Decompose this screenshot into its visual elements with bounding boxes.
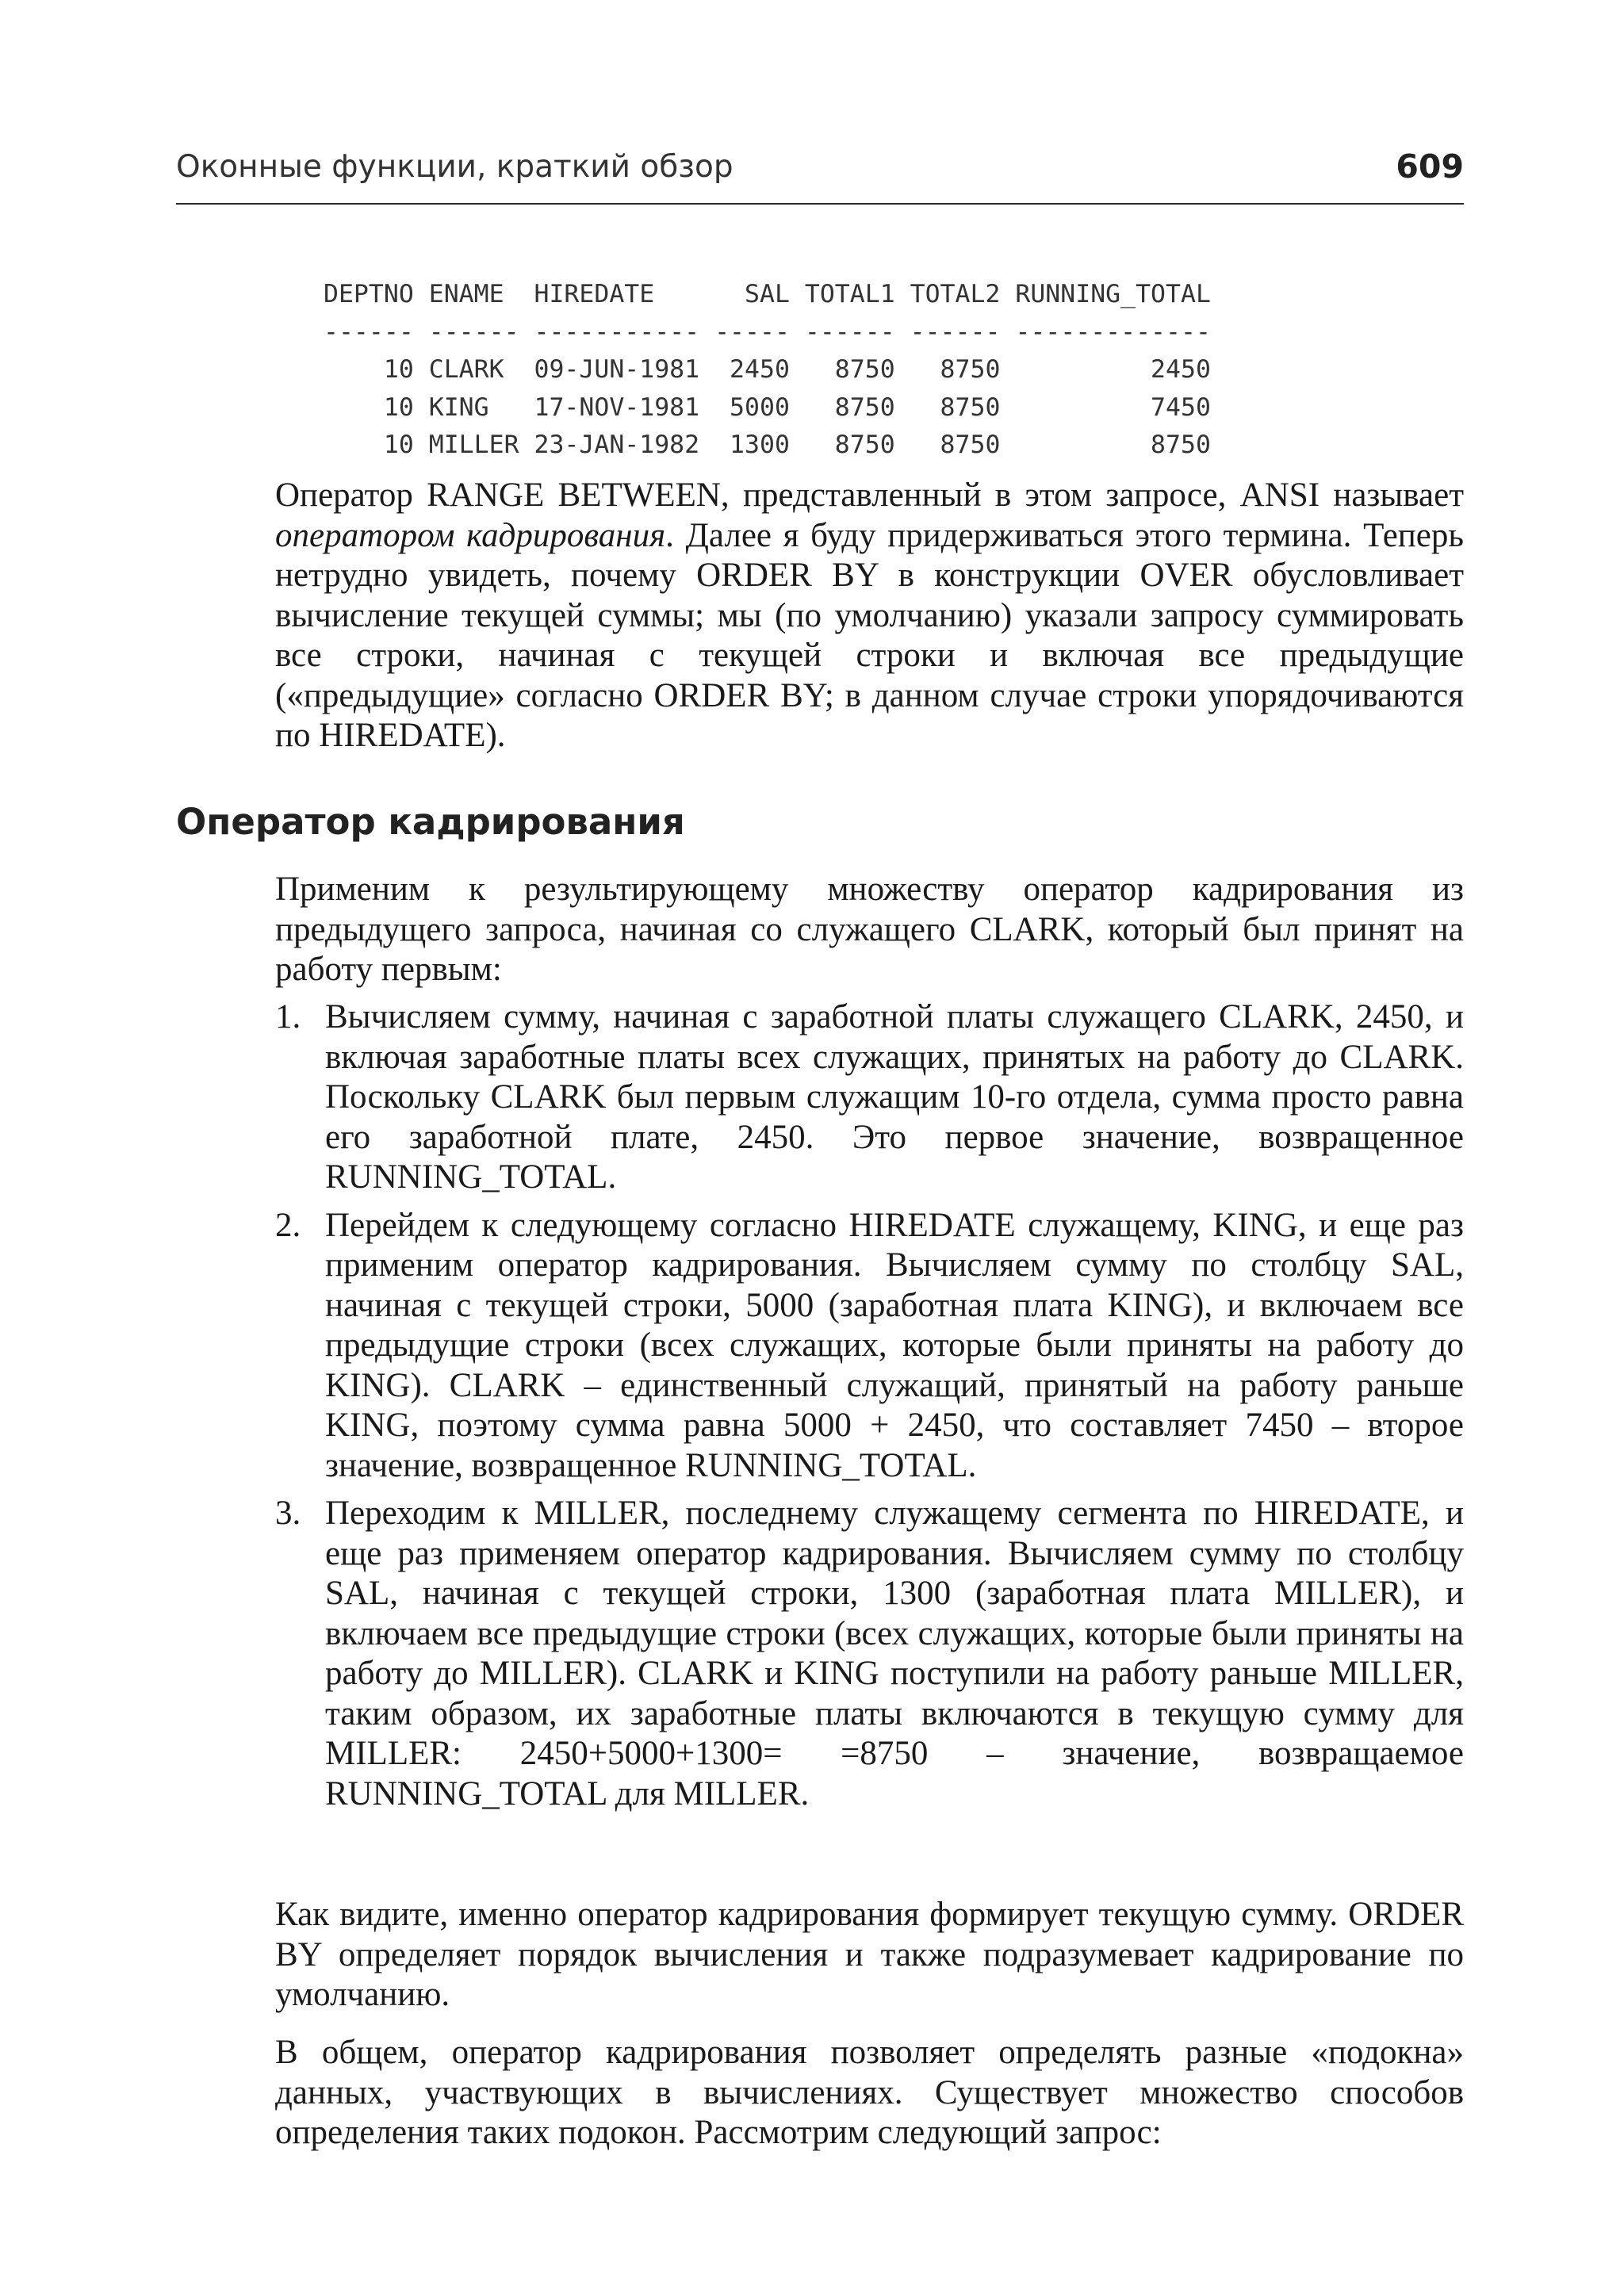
section-lead-block: [275, 870, 1464, 990]
list-item-number: 1.: [275, 998, 301, 1035]
steps-list: [275, 997, 1464, 1814]
section-lead-paragraph: Применим к результирующему множеству оператор кадрирования из предыдущего запроса, начиная со служащего CLARK, который был принят на работу первым:: [275, 871, 1464, 988]
list-item-text: Переходим к MILLER, последнему служащему сегмента по HIREDATE, и еще раз применяем оператор кадрирования. Вычисляем сумму по столбцу SAL, начиная с текущей строки, 1300 (заработная плата MILLER), и включаем все предыдущие строки (всех служащих, которые были приняты на работу до MILLER). CLARK и KING поступили на работу раньше MILLER, таким образом, их заработные платы включаются в текущую сумму для MILLER: 2450+5000+1300= =8750 – значение, возвращаемое RUNNING_TOTAL для MILLER.: [325, 1495, 1464, 1813]
page-header: [176, 147, 1464, 205]
closing-paragraph-2-block: [275, 2033, 1464, 2153]
intro-paragraph-block: [275, 476, 1464, 756]
list-item: [275, 997, 1464, 1198]
running-title: Оконные функции, краткий обзор: [176, 149, 733, 185]
list-item-text: Перейдем к следующему согласно HIREDATE служащему, KING, и еще раз применим оператор кадрирования. Вычисляем сумму по столбцу SAL, начиная с текущей строки, 5000 (заработная плата KING), и включаем все предыдущие строки (всех служащих, которые были приняты на работу до KING). CLARK – единственный служащий, принятый на работу раньше KING, поэтому сумма равна 5000 + 2450, что составляет 7450 – второе значение, возвращенное RUNNING_TOTAL.: [325, 1206, 1464, 1484]
closing-paragraph: В общем, оператор кадрирования позволяет определять разные «подокна» данных, участвующих в вычислениях. Существует множество способов определения таких подокон. Рассмотрим следующий запрос:: [275, 2034, 1464, 2151]
intro-paragraph: [275, 476, 1464, 756]
closing-paragraph: Как видите, именно оператор кадрирования формирует текущую сумму. ORDER BY определяет порядок вычисления и также подразумевает кадрирование по умолчанию.: [275, 1896, 1464, 2013]
list-item: [275, 1206, 1464, 1487]
intro-text-1: Оператор RANGE BETWEEN, представленный в этом запросе, ANSI называет: [275, 477, 1464, 514]
intro-emphasis: оператором кадрирования: [275, 516, 666, 554]
list-item-number: 2.: [275, 1206, 301, 1244]
section-heading: Оператор кадрирования: [176, 801, 685, 843]
page-number: 609: [1396, 147, 1464, 186]
list-item: [275, 1494, 1464, 1814]
intro-text-2: . Далее я буду придерживаться этого термина. Теперь нетрудно увидеть, почему ORDER BY в конструкции OVER обусловливает вычисление текущей суммы; мы (по умолчанию) указали запросу суммировать все строки, начиная с текущей строки и включая все предыдущие («предыдущие» согласно ORDER BY; в данном случае строки упорядочиваются по HIREDATE).: [275, 516, 1464, 754]
list-item-number: 3.: [275, 1495, 301, 1532]
closing-paragraph-1-block: [275, 1895, 1464, 2015]
list-item-text: Вычисляем сумму, начиная с заработной платы служащего CLARK, 2450, и включая заработные платы всех служащих, принятых на работу до CLARK. Поскольку CLARK был первым служащим 10-го отдела, сумма просто равна его заработной плате, 2450. Это первое значение, возвращенное RUNNING_TOTAL.: [325, 998, 1464, 1196]
query-result-code-block: DEPTNO ENAME HIREDATE SAL TOTAL1 TOTAL2 RUNNING_TOTAL ------ ------ ----------- ----- ------ ------ ------------- 10 CLARK 09-JUN-1981 2450 8750 8750 2450 10 KING 17-NOV-1981 5000 8750 8750 7450 10 MILLER 23-JAN-1982 1300 8750 8750 8750: [324, 280, 1211, 459]
